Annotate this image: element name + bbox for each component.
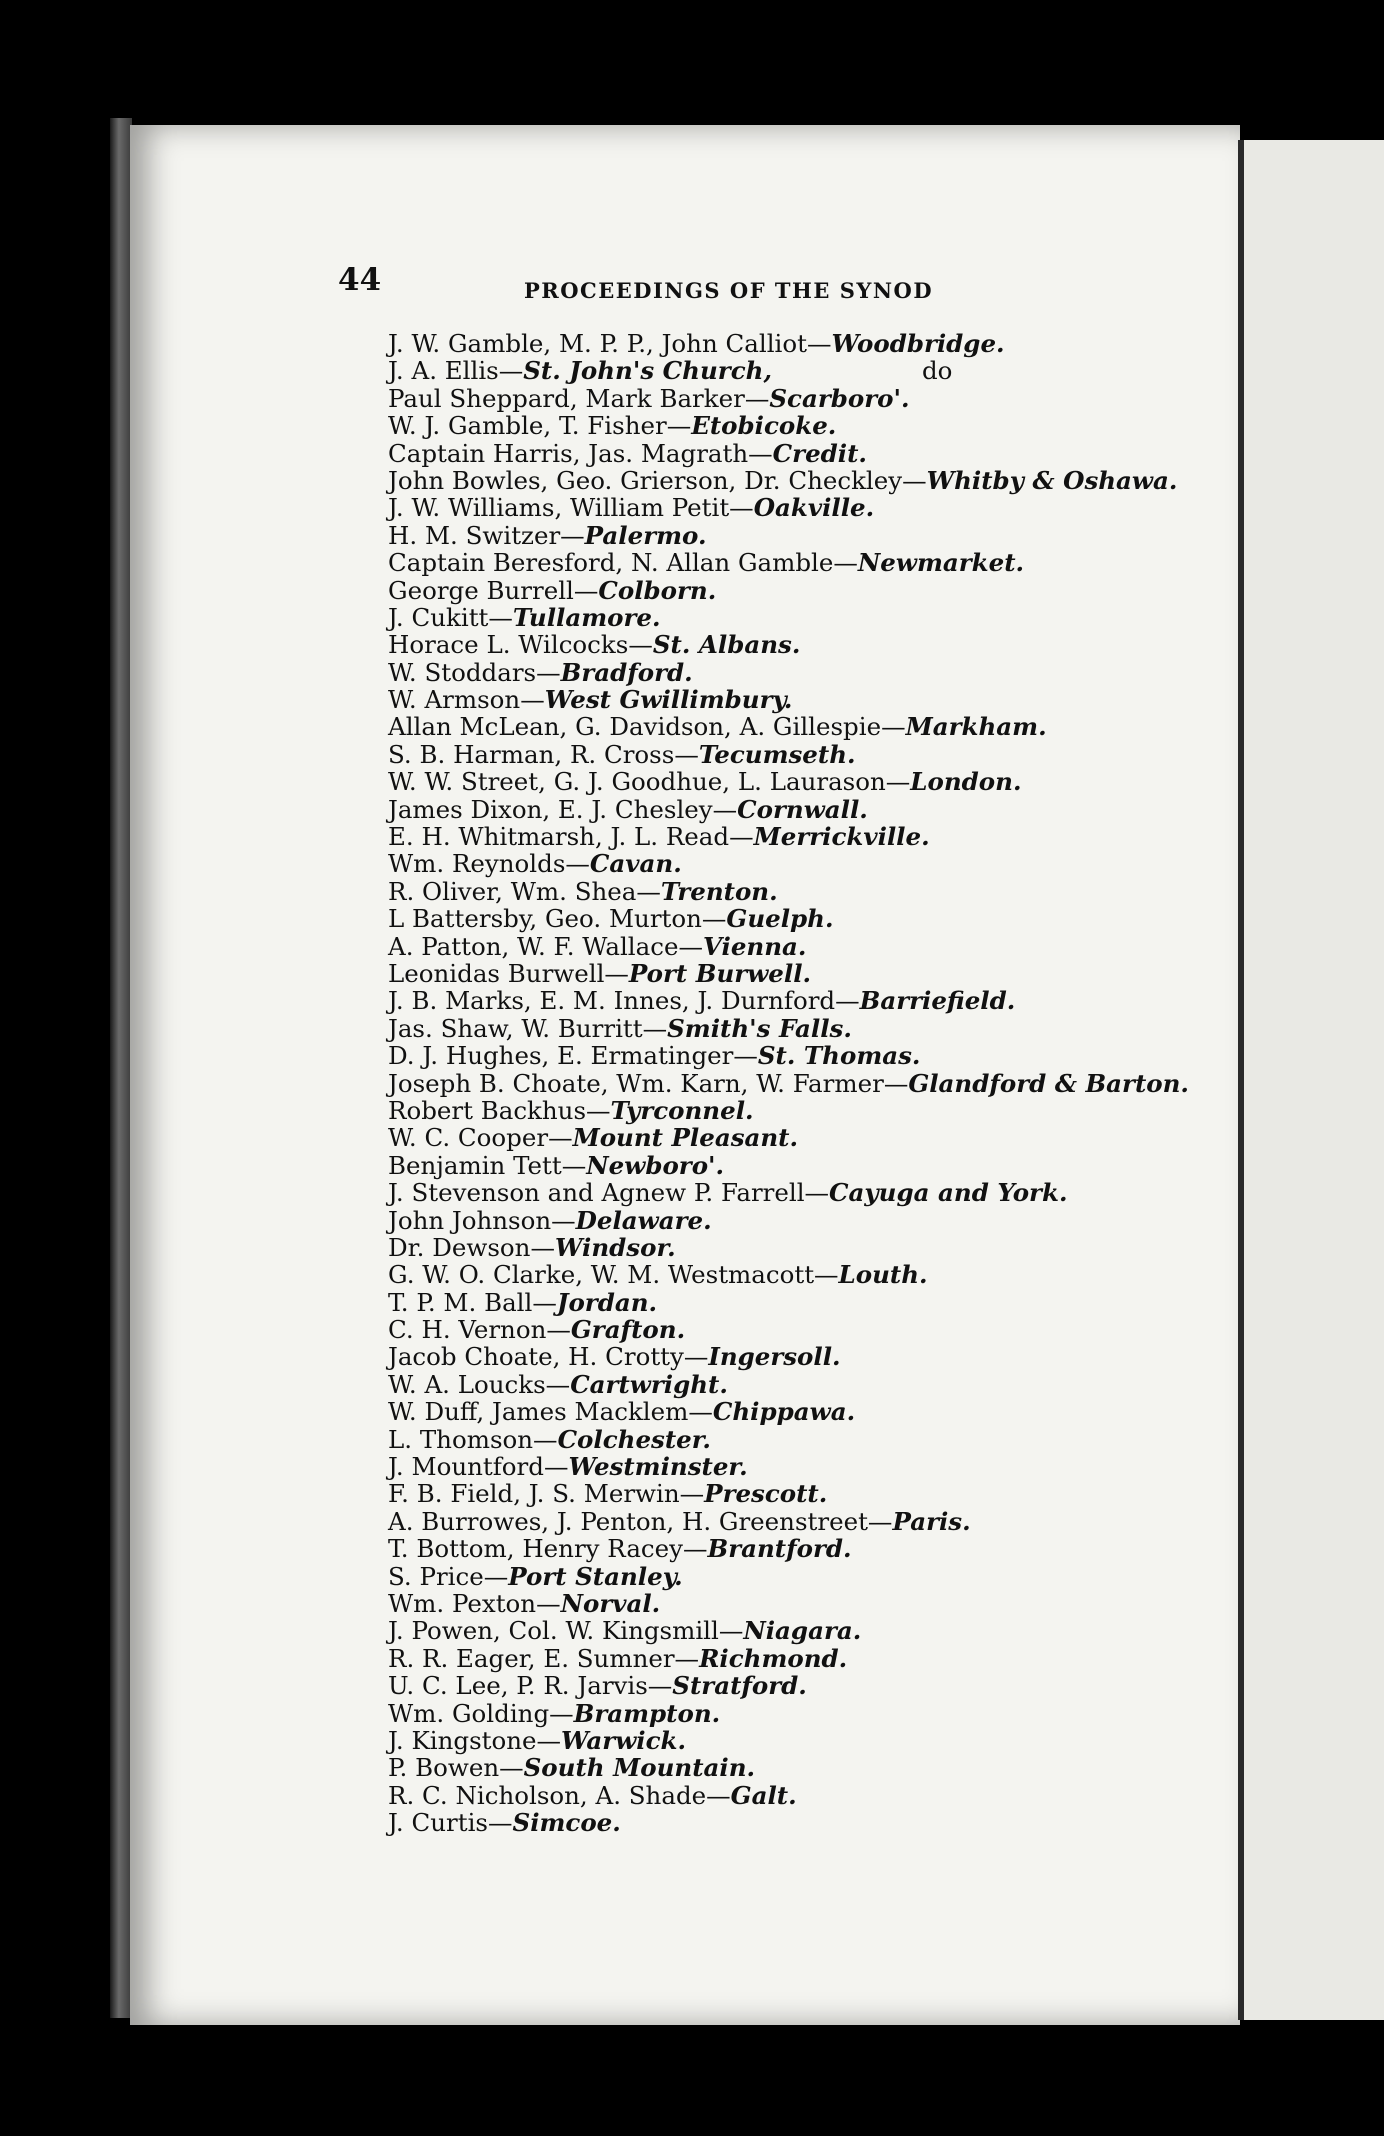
entry-names: J. W. Williams, William Petit— bbox=[388, 493, 754, 523]
entry-place: Cornwall. bbox=[737, 794, 868, 824]
entry-names: W. C. Cooper— bbox=[388, 1123, 573, 1153]
list-item bbox=[388, 467, 1248, 494]
delegate-list bbox=[388, 330, 1248, 1836]
entry-names: J. W. Gamble, M. P. P., John Calliot— bbox=[388, 329, 832, 358]
entry-place: Scarboro'. bbox=[769, 383, 910, 413]
entry-place: Prescott. bbox=[704, 1479, 828, 1509]
entry-place: Brampton. bbox=[573, 1698, 721, 1728]
entry-place: Whitby & Oshawa. bbox=[926, 465, 1178, 495]
list-item bbox=[388, 1754, 1248, 1781]
list-item bbox=[388, 522, 1248, 549]
list-item bbox=[388, 768, 1248, 795]
entry-names: P. Bowen— bbox=[388, 1753, 524, 1783]
entry-names: T. Bottom, Henry Racey— bbox=[388, 1534, 708, 1564]
list-item bbox=[388, 1535, 1248, 1562]
list-item bbox=[388, 1316, 1248, 1343]
entry-place: Cartwright. bbox=[570, 1369, 728, 1399]
list-item bbox=[388, 1426, 1248, 1453]
list-item bbox=[388, 987, 1248, 1014]
entry-place: Port Stanley. bbox=[508, 1561, 683, 1591]
entry-names: W. J. Gamble, T. Fisher— bbox=[388, 411, 692, 441]
list-item bbox=[388, 933, 1248, 960]
entry-place: Richmond. bbox=[699, 1643, 848, 1673]
entry-names: Jacob Choate, H. Crotty— bbox=[388, 1342, 709, 1372]
entry-names: Wm. Golding— bbox=[388, 1698, 574, 1728]
list-item bbox=[388, 357, 1248, 384]
entry-names: Benjamin Tett— bbox=[388, 1150, 587, 1180]
entry-place: Etobicoke. bbox=[691, 411, 837, 441]
entry-names: Robert Backhus— bbox=[388, 1095, 611, 1125]
list-item bbox=[388, 741, 1248, 768]
entry-place: Trenton. bbox=[660, 876, 778, 906]
list-item bbox=[388, 1070, 1248, 1097]
entry-names: J. Kingstone— bbox=[388, 1725, 562, 1755]
entry-place: South Mountain. bbox=[523, 1753, 756, 1783]
entry-place: Niagara. bbox=[743, 1616, 862, 1646]
entry-names: John Bowles, Geo. Grierson, Dr. Checkley— bbox=[388, 465, 927, 495]
entry-place: Grafton. bbox=[570, 1315, 686, 1345]
right-page-fragment bbox=[1244, 140, 1384, 2020]
entry-names: U. C. Lee, P. R. Jarvis— bbox=[388, 1671, 673, 1701]
entry-place: Merrickville. bbox=[753, 822, 930, 852]
list-item bbox=[388, 1727, 1248, 1754]
list-item bbox=[388, 1563, 1248, 1590]
list-item bbox=[388, 796, 1248, 823]
list-item bbox=[388, 1453, 1248, 1480]
entry-names: G. W. O. Clarke, W. M. Westmacott— bbox=[388, 1260, 839, 1290]
entry-names: Horace L. Wilcocks— bbox=[388, 630, 653, 660]
list-item bbox=[388, 1124, 1248, 1151]
entry-names: S. B. Harman, R. Cross— bbox=[388, 739, 699, 769]
entry-names: W. W. Street, G. J. Goodhue, L. Laurason— bbox=[388, 767, 911, 797]
list-item bbox=[388, 494, 1248, 521]
list-item bbox=[388, 905, 1248, 932]
entry-place: London. bbox=[910, 767, 1022, 797]
entry-place: Mount Pleasant. bbox=[572, 1123, 799, 1153]
list-item bbox=[388, 549, 1248, 576]
entry-place: Tecumseth. bbox=[698, 739, 856, 769]
list-item bbox=[388, 1261, 1248, 1288]
entry-place: Paris. bbox=[892, 1506, 971, 1536]
entry-place: Chippawa. bbox=[712, 1397, 856, 1427]
list-item bbox=[388, 1700, 1248, 1727]
entry-names: H. M. Switzer— bbox=[388, 520, 585, 550]
entry-names: F. B. Field, J. S. Merwin— bbox=[388, 1479, 705, 1509]
entry-place: Woodbridge. bbox=[831, 329, 1005, 358]
page-number: 44 bbox=[338, 262, 382, 298]
list-item bbox=[388, 1179, 1248, 1206]
entry-place: Colborn. bbox=[598, 575, 717, 605]
list-item bbox=[388, 604, 1248, 631]
entry-place: St. Thomas. bbox=[757, 1041, 921, 1071]
entry-place: St. Albans. bbox=[652, 630, 801, 660]
entry-names: John Johnson— bbox=[388, 1205, 576, 1235]
entry-place: West Gwillimbury. bbox=[544, 685, 793, 715]
entry-names: W. Duff, James Macklem— bbox=[388, 1397, 713, 1427]
entry-place: Norval. bbox=[560, 1588, 661, 1618]
list-item bbox=[388, 1398, 1248, 1425]
entry-place: Markham. bbox=[905, 712, 1047, 742]
list-item bbox=[388, 1289, 1248, 1316]
list-item bbox=[388, 1015, 1248, 1042]
entry-names: J. Cukitt— bbox=[388, 602, 513, 632]
entry-place: Glandford & Barton. bbox=[908, 1068, 1189, 1098]
entry-names: D. J. Hughes, E. Ermatinger— bbox=[388, 1041, 758, 1071]
list-item bbox=[388, 1809, 1248, 1836]
entry-place: Vienna. bbox=[702, 931, 807, 961]
entry-place: Newmarket. bbox=[857, 548, 1025, 578]
entry-place: Colchester. bbox=[557, 1424, 711, 1454]
list-item bbox=[388, 1343, 1248, 1370]
entry-place: Stratford. bbox=[672, 1671, 807, 1701]
entry-place: St. John's Church, bbox=[523, 356, 772, 386]
list-item bbox=[388, 330, 1248, 357]
list-item bbox=[388, 385, 1248, 412]
entry-names: Captain Harris, Jas. Magrath— bbox=[388, 438, 773, 468]
list-item bbox=[388, 1672, 1248, 1699]
list-item bbox=[388, 713, 1248, 740]
list-item bbox=[388, 960, 1248, 987]
entry-names: S. Price— bbox=[388, 1561, 509, 1591]
entry-place: Simcoe. bbox=[512, 1808, 621, 1838]
entry-place: Palermo. bbox=[584, 520, 707, 550]
entry-names: James Dixon, E. J. Chesley— bbox=[388, 794, 738, 824]
entry-place: Cayuga and York. bbox=[829, 1178, 1068, 1208]
entry-place: Smith's Falls. bbox=[667, 1013, 852, 1043]
list-item bbox=[388, 1645, 1248, 1672]
entry-names: J. A. Ellis— bbox=[388, 356, 524, 386]
entry-place: Warwick. bbox=[561, 1725, 687, 1755]
entry-names: R. R. Eager, E. Sumner— bbox=[388, 1643, 700, 1673]
entry-names: T. P. M. Ball— bbox=[388, 1287, 557, 1317]
entry-place: Tullamore. bbox=[512, 602, 661, 632]
list-item bbox=[388, 686, 1248, 713]
running-head: PROCEEDINGS OF THE SYNOD bbox=[524, 278, 934, 303]
entry-place: Barriefield. bbox=[859, 986, 1016, 1016]
list-item bbox=[388, 1590, 1248, 1617]
entry-place: Credit. bbox=[772, 438, 867, 468]
entry-place: Newboro'. bbox=[586, 1150, 725, 1180]
list-item bbox=[388, 412, 1248, 439]
list-item bbox=[388, 1782, 1248, 1809]
entry-names: R. C. Nicholson, A. Shade— bbox=[388, 1780, 731, 1810]
entry-names: J. Powen, Col. W. Kingsmill— bbox=[388, 1616, 744, 1646]
entry-names: J. Curtis— bbox=[388, 1808, 513, 1838]
entry-place: Cavan. bbox=[589, 849, 682, 879]
entry-names: W. Armson— bbox=[388, 685, 545, 715]
entry-names: J. Mountford— bbox=[388, 1452, 569, 1482]
list-item bbox=[388, 440, 1248, 467]
book-gutter bbox=[110, 118, 132, 2018]
entry-place: Westminster. bbox=[568, 1452, 748, 1482]
entry-ditto: do bbox=[921, 356, 953, 386]
list-item bbox=[388, 631, 1248, 658]
entry-place: Ingersoll. bbox=[708, 1342, 841, 1372]
entry-place: Delaware. bbox=[575, 1205, 712, 1235]
entry-place: Windsor. bbox=[554, 1232, 676, 1262]
list-item bbox=[388, 1042, 1248, 1069]
entry-names: George Burrell— bbox=[388, 575, 599, 605]
entry-names: Wm. Reynolds— bbox=[388, 849, 590, 879]
entry-names: Paul Sheppard, Mark Barker— bbox=[388, 383, 770, 413]
list-item bbox=[388, 1097, 1248, 1124]
entry-names: L. Thomson— bbox=[388, 1424, 558, 1454]
list-item bbox=[388, 1152, 1248, 1179]
entry-names: W. Stoddars— bbox=[388, 657, 561, 687]
entry-names: L Battersby, Geo. Murton— bbox=[388, 904, 727, 934]
entry-names: J. B. Marks, E. M. Innes, J. Durnford— bbox=[388, 986, 860, 1016]
entry-names: Jas. Shaw, W. Burritt— bbox=[388, 1013, 668, 1043]
list-item bbox=[388, 1234, 1248, 1261]
entry-place: Port Burwell. bbox=[628, 958, 812, 988]
entry-names: E. H. Whitmarsh, J. L. Read— bbox=[388, 822, 754, 852]
list-item bbox=[388, 1508, 1248, 1535]
list-item bbox=[388, 850, 1248, 877]
entry-place: Brantford. bbox=[707, 1534, 852, 1564]
entry-names: Captain Beresford, N. Allan Gamble— bbox=[388, 548, 858, 578]
entry-names: Joseph B. Choate, Wm. Karn, W. Farmer— bbox=[388, 1068, 909, 1098]
entry-place: Bradford. bbox=[560, 657, 693, 687]
entry-names: Wm. Pexton— bbox=[388, 1588, 561, 1618]
entry-place: Tyrconnel. bbox=[610, 1095, 754, 1125]
entry-names: J. Stevenson and Agnew P. Farrell— bbox=[388, 1178, 830, 1208]
entry-names: A. Burrowes, J. Penton, H. Greenstreet— bbox=[388, 1506, 893, 1536]
list-item bbox=[388, 1617, 1248, 1644]
list-item bbox=[388, 823, 1248, 850]
list-item bbox=[388, 577, 1248, 604]
entry-names: Leonidas Burwell— bbox=[388, 958, 629, 988]
list-item bbox=[388, 878, 1248, 905]
entry-names: Allan McLean, G. Davidson, A. Gillespie— bbox=[388, 712, 906, 742]
entry-place: Louth. bbox=[838, 1260, 928, 1290]
entry-names: A. Patton, W. F. Wallace— bbox=[388, 931, 703, 961]
entry-names: R. Oliver, Wm. Shea— bbox=[388, 876, 661, 906]
entry-place: Guelph. bbox=[726, 904, 834, 934]
list-item bbox=[388, 1480, 1248, 1507]
entry-names: W. A. Loucks— bbox=[388, 1369, 571, 1399]
entry-names: Dr. Dewson— bbox=[388, 1232, 555, 1262]
list-item bbox=[388, 1207, 1248, 1234]
entry-names: C. H. Vernon— bbox=[388, 1315, 571, 1345]
list-item bbox=[388, 659, 1248, 686]
entry-place: Jordan. bbox=[556, 1287, 658, 1317]
list-item bbox=[388, 1371, 1248, 1398]
entry-place: Oakville. bbox=[753, 493, 875, 523]
entry-place: Galt. bbox=[730, 1780, 797, 1810]
